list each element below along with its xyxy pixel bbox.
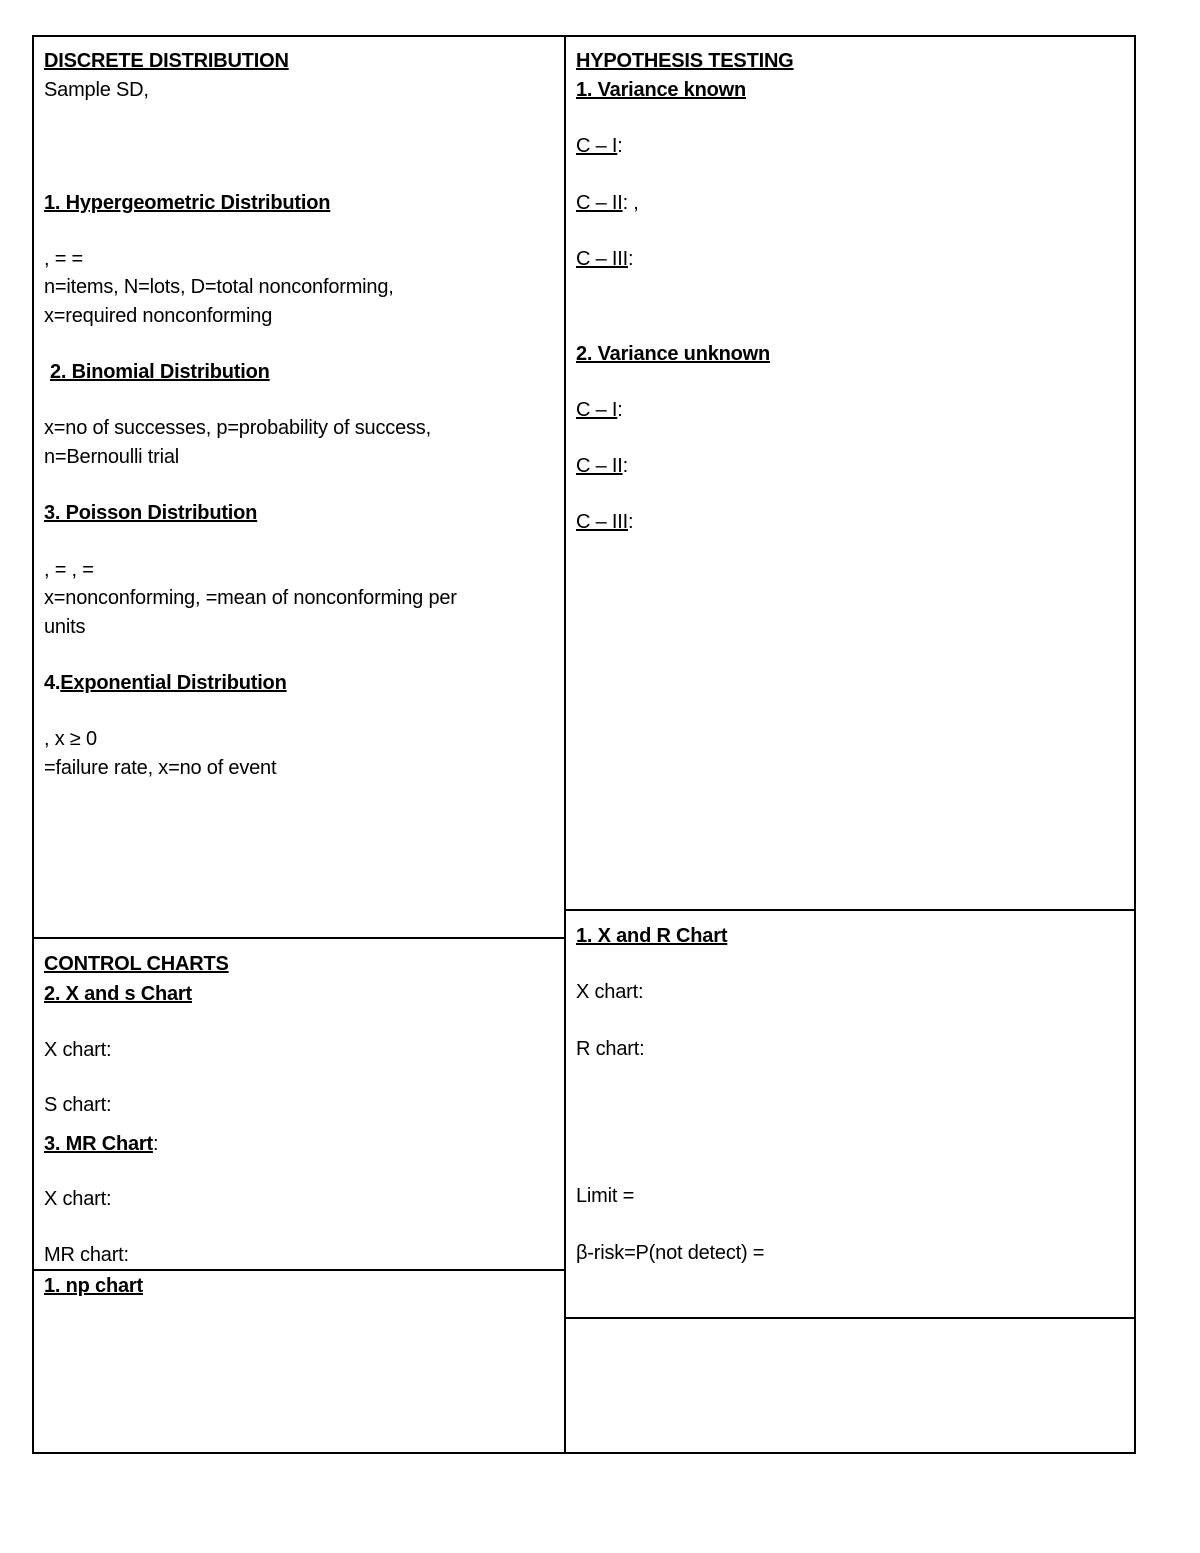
right-divider-2 xyxy=(564,1317,1136,1319)
mr-chart-title-suffix: : xyxy=(152,1133,159,1155)
poisson-def-1: x=nonconforming, =mean of nonconforming per xyxy=(44,587,457,609)
center-divider xyxy=(564,35,566,1454)
right-divider-1 xyxy=(564,909,1136,911)
sample-sd-text: Sample SD, xyxy=(44,79,149,101)
known-case-3 xyxy=(576,245,633,273)
known-case-1-suffix: : xyxy=(617,135,623,157)
x-and-r-chart-title: 1. X and R Chart xyxy=(576,925,728,947)
xs-x-chart-label: X chart: xyxy=(44,1039,112,1061)
beta-risk-label: β-risk=P(not detect) = xyxy=(576,1242,765,1264)
left-divider-1 xyxy=(32,937,566,939)
unknown-case-2-suffix: : xyxy=(622,455,628,477)
mr-x-chart-label: X chart: xyxy=(44,1188,112,1210)
variance-unknown-title: 2. Variance unknown xyxy=(576,343,771,365)
unknown-case-3-label: C – III xyxy=(576,511,628,533)
hypothesis-testing-heading: HYPOTHESIS TESTING xyxy=(576,50,794,72)
exponential-prefix: 4. xyxy=(44,672,61,694)
hypergeometric-def-1: n=items, N=lots, D=total nonconforming, xyxy=(44,276,394,298)
exponential-title: Exponential Distribution xyxy=(60,672,287,694)
hypergeometric-def-2: x=required nonconforming xyxy=(44,305,273,327)
exponential-heading xyxy=(44,669,287,697)
known-case-2-label: C – II xyxy=(576,192,623,214)
unknown-case-2 xyxy=(576,452,628,480)
known-case-2-suffix: : , xyxy=(622,192,639,214)
binomial-def-1: x=no of successes, p=probability of success, xyxy=(44,417,431,439)
known-case-1 xyxy=(576,132,623,160)
discrete-distribution-heading: DISCRETE DISTRIBUTION xyxy=(44,50,289,72)
unknown-case-1-suffix: : xyxy=(617,399,623,421)
known-case-3-suffix: : xyxy=(627,248,634,270)
mr-mr-chart-label: MR chart: xyxy=(44,1244,129,1266)
binomial-title: 2. Binomial Distribution xyxy=(50,361,270,383)
mr-chart-title: 3. MR Chart xyxy=(44,1133,153,1155)
xs-s-chart-label: S chart: xyxy=(44,1094,112,1116)
xr-r-chart-label: R chart: xyxy=(576,1038,645,1060)
unknown-case-3 xyxy=(576,508,633,536)
unknown-case-3-suffix: : xyxy=(627,511,634,533)
known-case-2 xyxy=(576,189,639,217)
known-case-1-label: C – I xyxy=(576,135,618,157)
variance-known-title: 1. Variance known xyxy=(576,79,747,101)
hypergeometric-title: 1. Hypergeometric Distribution xyxy=(44,192,331,214)
exponential-equation: , x ≥ 0 xyxy=(44,728,97,750)
unknown-case-1 xyxy=(576,396,623,424)
unknown-case-2-label: C – II xyxy=(576,455,623,477)
exponential-def: =failure rate, x=no of event xyxy=(44,757,277,779)
unknown-case-1-label: C – I xyxy=(576,399,618,421)
hypergeometric-equation: , = = xyxy=(44,248,84,270)
known-case-3-label: C – III xyxy=(576,248,628,270)
x-and-s-chart-title: 2. X and s Chart xyxy=(44,983,192,1005)
xr-x-chart-label: X chart: xyxy=(576,981,644,1003)
limit-label: Limit = xyxy=(576,1185,635,1207)
binomial-def-2: n=Bernoulli trial xyxy=(44,446,180,468)
np-chart-title: 1. np chart xyxy=(44,1275,143,1297)
poisson-def-2: units xyxy=(44,616,86,638)
poisson-equation: , = , = xyxy=(44,559,94,581)
left-divider-2 xyxy=(32,1269,566,1271)
mr-chart-heading xyxy=(44,1130,158,1158)
poisson-title: 3. Poisson Distribution xyxy=(44,502,258,524)
control-charts-heading: CONTROL CHARTS xyxy=(44,953,229,975)
